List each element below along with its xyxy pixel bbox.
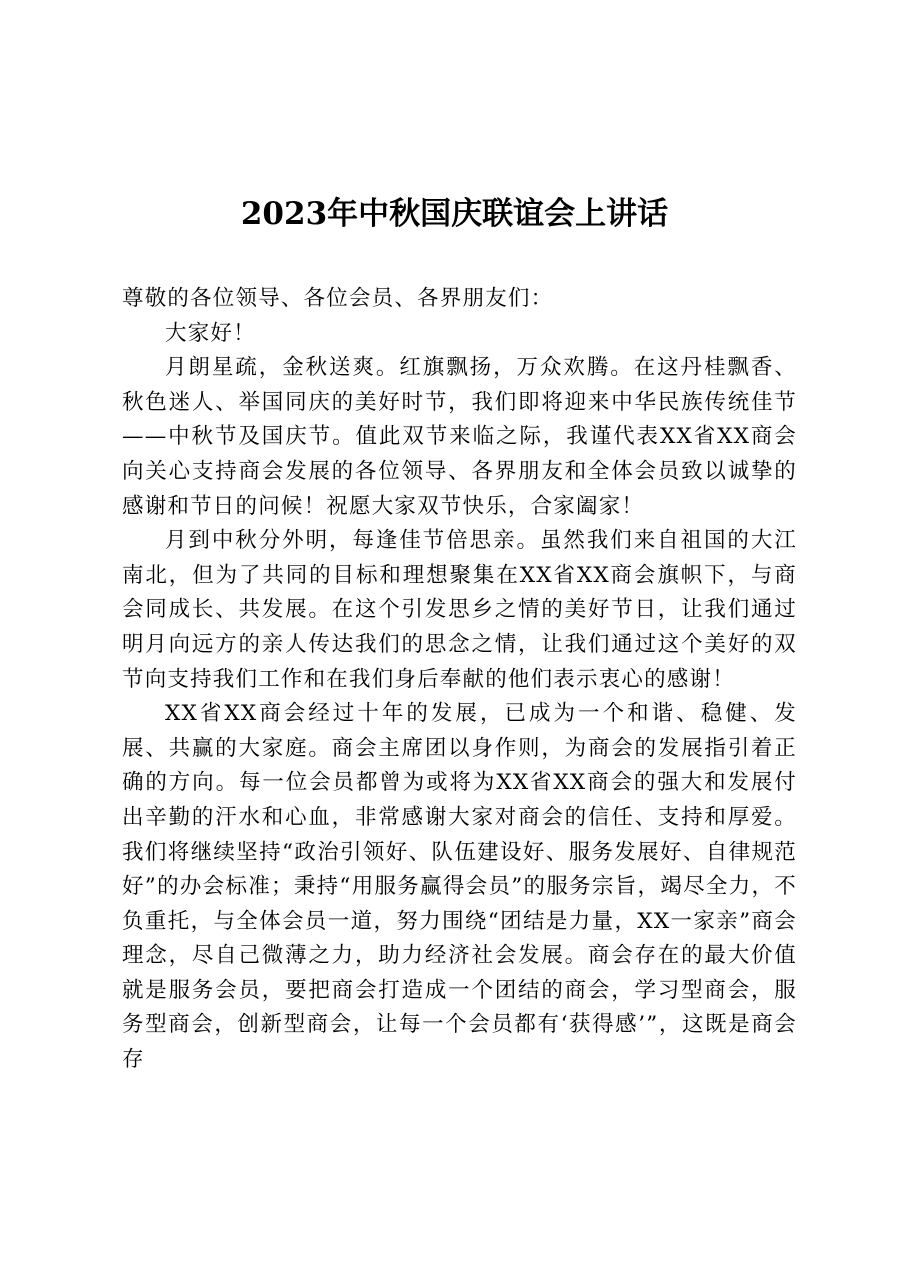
greeting: 大家好！ [165, 320, 256, 346]
salutation: 尊敬的各位领导、各位会员、各界朋友们： [122, 286, 554, 311]
document-body [122, 282, 797, 1078]
paragraph-2: 月到中秋分外明，每逢佳节倍思亲。虽然我们来自祖国的大江南北，但为了共同的目标和理想聚集在XX省XX商会旗帜下，与商会同成长、共发展。在这个引发思乡之情的美好节日，让我们通过明月向远方的亲人传达我们的思念之情，让我们通过这个美好的双节向支持我们工作和在我们身后奉献的他们表示衷心的感谢！ [122, 528, 797, 692]
paragraph-1: 月朗星疏，金秋送爽。红旗飘扬，万众欢腾。在这丹桂飘香、秋色迷人、举国同庆的美好时节，我们即将迎来中华民族传统佳节——中秋节及国庆节。值此双节来临之际，我谨代表XX省XX商会向关心支持商会发展的各位领导、各界朋友和全体会员致以诚挚的感谢和节日的问候！祝愿大家双节快乐，合家阖家！ [122, 355, 797, 519]
document-title: 2023年中秋国庆联谊会上讲话 [240, 196, 669, 232]
paragraph-3: XX省XX商会经过十年的发展，已成为一个和谐、稳健、发展、共赢的大家庭。商会主席团以身作则，为商会的发展指引着正确的方向。每一位会员都曾为或将为XX省XX商会的强大和发展付出辛勤的汗水和心血，非常感谢大家对商会的信任、支持和厚爱。我们将继续坚持“政治引领好、队伍建设好、服务发展好、自律规范好”的办会标准；秉持“用服务赢得会员”的服务宗旨，竭尽全力，不负重托，与全体会员一道，努力围绕“团结是力量，XX一家亲”商会理念，尽自己微薄之力，助力经济社会发展。商会存在的最大价值就是服务会员，要把商会打造成一个团结的商会，学习型商会，服务型商会，创新型商会，让每一个会员都有‘获得感’”，这既是商会存 [122, 701, 797, 1073]
